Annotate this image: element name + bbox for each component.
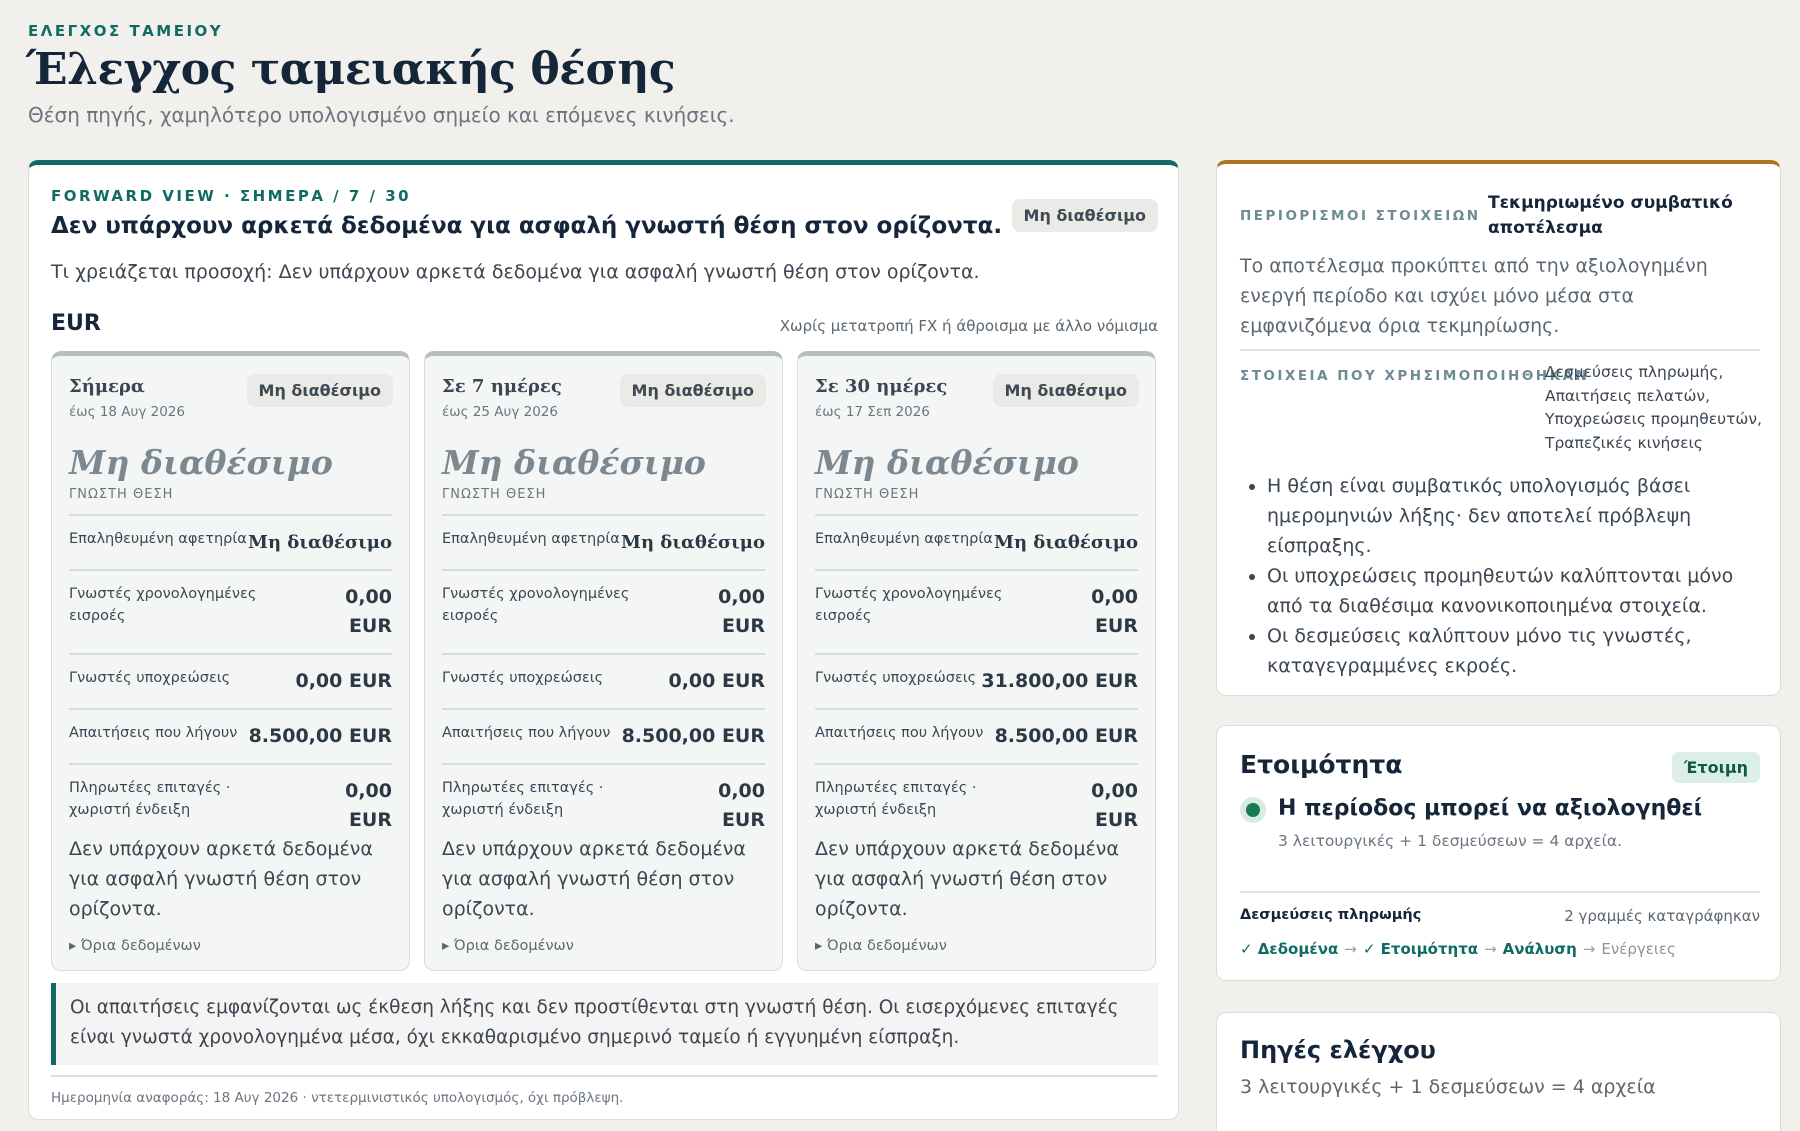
list-item: • Οι δεσμεύσεις καλύπτουν μόνο τις γνωστές, καταγεγραμμένες εκροές. xyxy=(1267,621,1767,681)
row-label: Γνωστές χρονολογημένες εισροές xyxy=(815,586,1003,624)
row-known-inflows xyxy=(442,569,765,653)
row-label: Γνωστές υποχρεώσεις xyxy=(442,670,604,686)
horizon-footnote: Δεν υπάρχουν αρκετά δεδομένα για ασφαλή γνωστή θέση στον ορίζοντα. xyxy=(442,838,746,920)
readiness-card xyxy=(1216,725,1781,981)
used-data-eyebrow: ΣΤΟΙΧΕΙΑ ΠΟΥ ΧΡΗΣΙΜΟΠΟΙΗΘΗΚΑΝ xyxy=(1240,368,1590,384)
arrow-right-icon: → xyxy=(1344,940,1357,958)
forward-view-card xyxy=(28,160,1179,1120)
horizon-title: Σε 7 ημέρες xyxy=(442,376,562,397)
step-readiness[interactable]: ✓ Ετοιμότητα xyxy=(1362,940,1479,958)
horizon-until-date: έως 17 Σεπ 2026 xyxy=(815,404,930,420)
limitations-title: Τεκμηριωμένο συμβατικό αποτέλεσμα xyxy=(1488,193,1733,238)
row-label: Απαιτήσεις που λήγουν xyxy=(69,725,238,741)
row-label: Απαιτήσεις που λήγουν xyxy=(815,725,984,741)
readiness-title: Ετοιμότητα xyxy=(1240,750,1403,779)
currency-heading: EUR xyxy=(51,311,101,336)
limitations-description: Το αποτέλεσμα προκύπτει από την αξιολογημένη ενεργή περίοδο και ισχύει μόνο μέσα στα εμφανιζόμενα όρια τεκμηρίωσης. xyxy=(1240,255,1708,337)
used-data-list: Δεσμεύσεις πληρωμής, Απαιτήσεις πελατών, Υποχρεώσεις προμηθευτών, Τραπεζικές κινήσεις xyxy=(1545,363,1762,452)
row-value: 0,00 EUR xyxy=(295,670,392,692)
row-value: Μη διαθέσιμο xyxy=(621,532,765,553)
row-label: Πληρωτέες επιταγές · χωριστή ένδειξη xyxy=(815,780,977,818)
readiness-badge: Έτοιμη xyxy=(1672,752,1760,783)
horizon-title: Σε 30 ημέρες xyxy=(815,376,948,397)
divider xyxy=(51,1075,1158,1077)
divider xyxy=(1240,349,1760,351)
status-dot-icon xyxy=(1240,797,1266,823)
row-label: Πληρωτέες επιταγές · χωριστή ένδειξη xyxy=(69,780,231,818)
limitations-bullets xyxy=(1267,471,1767,681)
page-title: Έλεγχος ταμειακής θέσης xyxy=(26,44,676,95)
row-value: 0,00 EUR xyxy=(1091,780,1138,831)
row-receivables-due xyxy=(815,708,1138,763)
workflow-steps xyxy=(1240,940,1676,958)
row-label: Πληρωτέες επιταγές · χωριστή ένδειξη xyxy=(442,780,604,818)
arrow-right-icon: → xyxy=(1484,940,1497,958)
row-value: 8.500,00 EUR xyxy=(994,725,1138,747)
horizon-until-date: έως 25 Αυγ 2026 xyxy=(442,404,558,420)
commitments-rows: 2 γραμμές καταγράφηκαν xyxy=(1564,907,1760,925)
attention-text: Τι χρειάζεται προσοχή: Δεν υπάρχουν αρκετά δεδομένα για ασφαλή γνωστή θέση στον ορίζοντα. xyxy=(51,261,980,283)
horizon-status-badge: Μη διαθέσιμο xyxy=(620,374,766,407)
list-item: • Η θέση είναι συμβατικός υπολογισμός βάσει ημερομηνιών λήξης· δεν αποτελεί πρόβλεψη είσπραξης. xyxy=(1267,471,1767,561)
horizon-card-30-days xyxy=(797,351,1156,971)
row-verified-start xyxy=(815,514,1138,569)
limitations-eyebrow: ΠΕΡΙΟΡΙΣΜΟΙ ΣΤΟΙΧΕΙΩΝ xyxy=(1240,208,1481,224)
horizon-status-badge: Μη διαθέσιμο xyxy=(993,374,1139,407)
control-sources-card xyxy=(1216,1012,1781,1131)
step-data[interactable]: ✓ Δεδομένα xyxy=(1240,940,1339,958)
row-known-inflows xyxy=(815,569,1138,653)
row-value: Μη διαθέσιμο xyxy=(248,532,392,553)
row-value: 8.500,00 EUR xyxy=(248,725,392,747)
readiness-files: 3 λειτουργικές + 1 δεσμεύσεων = 4 αρχεία. xyxy=(1278,832,1623,850)
data-limits-toggle[interactable]: ▸ Όρια δεδομένων xyxy=(815,938,947,954)
row-value: 0,00 EUR xyxy=(668,670,765,692)
row-label: Επαληθευμένη αφετηρία xyxy=(69,531,247,547)
readiness-status: Η περίοδος μπορεί να αξιολογηθεί xyxy=(1278,796,1703,821)
row-value: 0,00 EUR xyxy=(718,780,765,831)
row-verified-start xyxy=(442,514,765,569)
row-value: 0,00 EUR xyxy=(718,586,765,637)
sources-files: 3 λειτουργικές + 1 δεσμεύσεων = 4 αρχεία xyxy=(1240,1076,1656,1098)
forward-view-headline: Δεν υπάρχουν αρκετά δεδομένα για ασφαλή γνωστή θέση στον ορίζοντα. xyxy=(51,213,1003,239)
status-badge: Μη διαθέσιμο xyxy=(1012,199,1158,232)
known-position-label: ΓΝΩΣΤΗ ΘΕΣΗ xyxy=(442,487,547,502)
row-label: Επαληθευμένη αφετηρία xyxy=(815,531,993,547)
row-label: Γνωστές υποχρεώσεις xyxy=(69,670,231,686)
row-known-payables xyxy=(69,653,392,708)
row-value: Μη διαθέσιμο xyxy=(994,532,1138,553)
sources-title: Πηγές ελέγχου xyxy=(1240,1036,1436,1064)
horizon-title: Σήμερα xyxy=(69,376,145,397)
row-label: Επαληθευμένη αφετηρία xyxy=(442,531,620,547)
horizon-until-date: έως 18 Αυγ 2026 xyxy=(69,404,185,420)
horizon-card-7-days xyxy=(424,351,783,971)
horizon-footnote: Δεν υπάρχουν αρκετά δεδομένα για ασφαλή γνωστή θέση στον ορίζοντα. xyxy=(815,838,1119,920)
row-label: Γνωστές υποχρεώσεις xyxy=(815,670,977,686)
row-value: 0,00 EUR xyxy=(345,780,392,831)
list-item: • Οι υποχρεώσεις προμηθευτών καλύπτονται μόνο από τα διαθέσιμα κανονικοποιημένα στοιχεία. xyxy=(1267,561,1767,621)
horizon-breakdown xyxy=(442,514,765,847)
known-position-value: Μη διαθέσιμο xyxy=(442,443,706,482)
arrow-right-icon: → xyxy=(1582,940,1596,958)
step-actions[interactable]: Ενέργειες xyxy=(1601,940,1676,958)
row-receivables-due xyxy=(69,708,392,763)
row-value: 0,00 EUR xyxy=(1091,586,1138,637)
commitments-label: Δεσμεύσεις πληρωμής xyxy=(1240,907,1422,923)
row-verified-start xyxy=(69,514,392,569)
horizon-footnote: Δεν υπάρχουν αρκετά δεδομένα για ασφαλή γνωστή θέση στον ορίζοντα. xyxy=(69,838,373,920)
fx-note: Χωρίς μετατροπή FX ή άθροισμα με άλλο νόμισμα xyxy=(779,317,1158,335)
row-label: Απαιτήσεις που λήγουν xyxy=(442,725,611,741)
page-eyebrow: ΕΛΕΓΧΟΣ ΤΑΜΕΙΟΥ xyxy=(28,22,224,40)
divider xyxy=(1240,891,1760,893)
data-limits-toggle[interactable]: ▸ Όρια δεδομένων xyxy=(69,938,201,954)
known-position-value: Μη διαθέσιμο xyxy=(69,443,333,482)
horizon-breakdown xyxy=(815,514,1138,847)
receivables-callout: Οι απαιτήσεις εμφανίζονται ως έκθεση λήξης και δεν προστίθενται στη γνωστή θέση. Οι εισερχόμενες επιταγές είναι γνωστά χρονολογημένα μέσα, όχι εκκαθαρισμένο σημερινό ταμείο ή εγγυημένη είσπραξη. xyxy=(51,983,1158,1065)
row-value: 31.800,00 EUR xyxy=(981,670,1138,692)
horizon-breakdown xyxy=(69,514,392,847)
data-limitations-card xyxy=(1216,160,1781,696)
known-position-label: ΓΝΩΣΤΗ ΘΕΣΗ xyxy=(815,487,920,502)
known-position-label: ΓΝΩΣΤΗ ΘΕΣΗ xyxy=(69,487,174,502)
row-known-payables xyxy=(442,653,765,708)
forward-view-eyebrow: FORWARD VIEW · ΣΗΜΕΡΑ / 7 / 30 xyxy=(51,187,412,205)
row-value: 0,00 EUR xyxy=(345,586,392,637)
horizon-status-badge: Μη διαθέσιμο xyxy=(247,374,393,407)
row-value: 8.500,00 EUR xyxy=(621,725,765,747)
row-label: Γνωστές χρονολογημένες εισροές xyxy=(442,586,630,624)
row-known-payables xyxy=(815,653,1138,708)
page-subtitle: Θέση πηγής, χαμηλότερο υπολογισμένο σημείο και επόμενες κινήσεις. xyxy=(28,103,735,127)
known-position-value: Μη διαθέσιμο xyxy=(815,443,1079,482)
row-known-inflows xyxy=(69,569,392,653)
row-label: Γνωστές χρονολογημένες εισροές xyxy=(69,586,257,624)
row-receivables-due xyxy=(442,708,765,763)
data-limits-toggle[interactable]: ▸ Όρια δεδομένων xyxy=(442,938,574,954)
horizon-card-today xyxy=(51,351,410,971)
step-analysis[interactable]: Ανάλυση xyxy=(1502,940,1577,958)
reference-date-note: Ημερομηνία αναφοράς: 18 Αυγ 2026 · ντετερμινιστικός υπολογισμός, όχι πρόβλεψη. xyxy=(51,1090,624,1106)
